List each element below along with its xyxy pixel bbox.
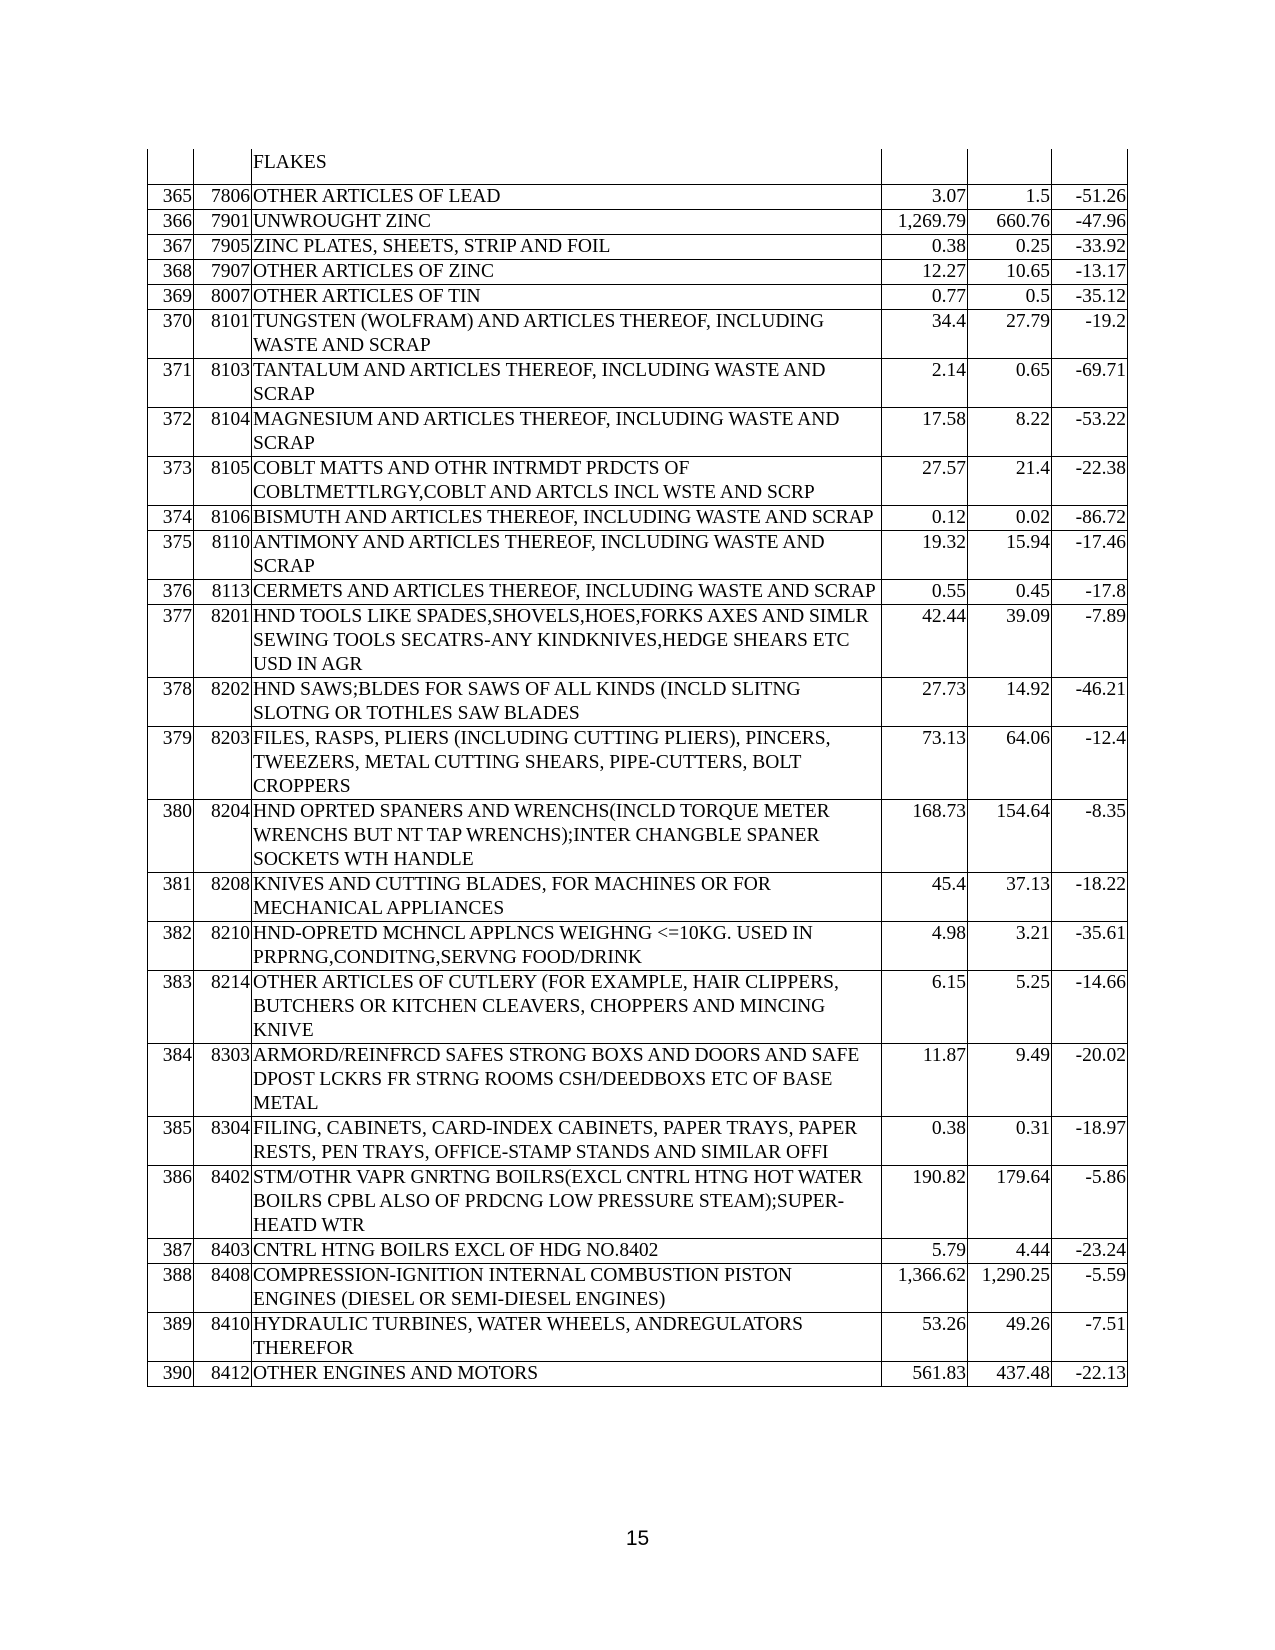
hs-code-cell: 8202: [194, 677, 252, 726]
value-1-cell: 6.15: [882, 970, 968, 1043]
description-cell: OTHER ARTICLES OF TIN: [252, 284, 882, 309]
value-1-cell: 0.12: [882, 505, 968, 530]
value-1-cell: 0.38: [882, 234, 968, 259]
table-row: [148, 184, 1128, 209]
hs-code-cell: 8304: [194, 1116, 252, 1165]
value-2-cell: 10.65: [968, 259, 1052, 284]
value-2-cell: 5.25: [968, 970, 1052, 1043]
table-row: [148, 1238, 1128, 1263]
value-2-cell: 660.76: [968, 209, 1052, 234]
value-2-cell: 1.5: [968, 184, 1052, 209]
serial-number-cell: [148, 149, 194, 184]
serial-number-cell: 366: [148, 209, 194, 234]
description-cell: HND SAWS;BLDES FOR SAWS OF ALL KINDS (INCLD SLITNG SLOTNG OR TOTHLES SAW BLADES: [252, 677, 882, 726]
table-row: [148, 970, 1128, 1043]
table-row: [148, 1263, 1128, 1312]
table-row: [148, 1165, 1128, 1238]
hs-code-cell: 8403: [194, 1238, 252, 1263]
serial-number-cell: 376: [148, 579, 194, 604]
description-cell: OTHER ARTICLES OF LEAD: [252, 184, 882, 209]
serial-number-cell: 379: [148, 726, 194, 799]
value-2-cell: 15.94: [968, 530, 1052, 579]
percent-change-cell: -18.22: [1052, 872, 1128, 921]
percent-change-cell: -46.21: [1052, 677, 1128, 726]
value-2-cell: 3.21: [968, 921, 1052, 970]
hs-code-cell: 7905: [194, 234, 252, 259]
value-2-cell: 4.44: [968, 1238, 1052, 1263]
table-body: [148, 149, 1128, 1386]
value-2-cell: 39.09: [968, 604, 1052, 677]
percent-change-cell: -23.24: [1052, 1238, 1128, 1263]
hs-code-cell: 7907: [194, 259, 252, 284]
table-row: [148, 921, 1128, 970]
serial-number-cell: 367: [148, 234, 194, 259]
percent-change-cell: -19.2: [1052, 309, 1128, 358]
value-1-cell: 4.98: [882, 921, 968, 970]
table-row: [148, 1361, 1128, 1386]
hs-code-cell: 8204: [194, 799, 252, 872]
value-2-cell: 27.79: [968, 309, 1052, 358]
serial-number-cell: 368: [148, 259, 194, 284]
description-cell: OTHER ARTICLES OF CUTLERY (FOR EXAMPLE, HAIR CLIPPERS, BUTCHERS OR KITCHEN CLEAVERS, CHOPPERS AND MINCING KNIVE: [252, 970, 882, 1043]
value-2-cell: 0.02: [968, 505, 1052, 530]
percent-change-cell: -7.89: [1052, 604, 1128, 677]
description-cell: BISMUTH AND ARTICLES THEREOF, INCLUDING WASTE AND SCRAP: [252, 505, 882, 530]
table-row: [148, 259, 1128, 284]
serial-number-cell: 370: [148, 309, 194, 358]
serial-number-cell: 377: [148, 604, 194, 677]
description-cell: ANTIMONY AND ARTICLES THEREOF, INCLUDING WASTE AND SCRAP: [252, 530, 882, 579]
table-row: [148, 872, 1128, 921]
serial-number-cell: 388: [148, 1263, 194, 1312]
hs-code-cell: 8410: [194, 1312, 252, 1361]
serial-number-cell: 369: [148, 284, 194, 309]
value-2-cell: 0.45: [968, 579, 1052, 604]
description-cell: COBLT MATTS AND OTHR INTRMDT PRDCTS OF COBLTMETTLRGY,COBLT AND ARTCLS INCL WSTE AND SCRP: [252, 456, 882, 505]
value-2-cell: 8.22: [968, 407, 1052, 456]
table-row: [148, 309, 1128, 358]
table-row-continuation: [148, 149, 1128, 184]
percent-change-cell: -53.22: [1052, 407, 1128, 456]
percent-change-cell: -47.96: [1052, 209, 1128, 234]
description-cell: CNTRL HTNG BOILRS EXCL OF HDG NO.8402: [252, 1238, 882, 1263]
value-2-cell: 64.06: [968, 726, 1052, 799]
description-cell: COMPRESSION-IGNITION INTERNAL COMBUSTION PISTON ENGINES (DIESEL OR SEMI-DIESEL ENGINES): [252, 1263, 882, 1312]
percent-change-cell: -69.71: [1052, 358, 1128, 407]
hs-code-cell: 8201: [194, 604, 252, 677]
description-cell: KNIVES AND CUTTING BLADES, FOR MACHINES OR FOR MECHANICAL APPLIANCES: [252, 872, 882, 921]
serial-number-cell: 374: [148, 505, 194, 530]
percent-change-cell: -8.35: [1052, 799, 1128, 872]
description-cell: STM/OTHR VAPR GNRTNG BOILRS(EXCL CNTRL HTNG HOT WATER BOILRS CPBL ALSO OF PRDCNG LOW PRESSURE STEAM);SUPER-HEATD WTR: [252, 1165, 882, 1238]
serial-number-cell: 384: [148, 1043, 194, 1116]
description-cell: MAGNESIUM AND ARTICLES THEREOF, INCLUDING WASTE AND SCRAP: [252, 407, 882, 456]
table-row: [148, 579, 1128, 604]
description-cell: TANTALUM AND ARTICLES THEREOF, INCLUDING WASTE AND SCRAP: [252, 358, 882, 407]
table-row: [148, 505, 1128, 530]
percent-change-cell: -35.61: [1052, 921, 1128, 970]
value-1-cell: 0.77: [882, 284, 968, 309]
hs-code-cell: 8113: [194, 579, 252, 604]
serial-number-cell: 385: [148, 1116, 194, 1165]
hs-code-cell: 8203: [194, 726, 252, 799]
value-1-cell: 27.73: [882, 677, 968, 726]
value-2-cell: 154.64: [968, 799, 1052, 872]
percent-change-cell: [1052, 149, 1128, 184]
table-row: [148, 1043, 1128, 1116]
value-1-cell: 2.14: [882, 358, 968, 407]
table-row: [148, 799, 1128, 872]
value-1-cell: 34.4: [882, 309, 968, 358]
serial-number-cell: 373: [148, 456, 194, 505]
table-row: [148, 726, 1128, 799]
percent-change-cell: -18.97: [1052, 1116, 1128, 1165]
hs-code-cell: 8106: [194, 505, 252, 530]
percent-change-cell: -7.51: [1052, 1312, 1128, 1361]
percent-change-cell: -12.4: [1052, 726, 1128, 799]
value-1-cell: 0.38: [882, 1116, 968, 1165]
hs-code-cell: 8402: [194, 1165, 252, 1238]
description-cell: TUNGSTEN (WOLFRAM) AND ARTICLES THEREOF, INCLUDING WASTE AND SCRAP: [252, 309, 882, 358]
table-row: [148, 677, 1128, 726]
value-1-cell: 0.55: [882, 579, 968, 604]
serial-number-cell: 387: [148, 1238, 194, 1263]
description-cell: HND-OPRETD MCHNCL APPLNCS WEIGHNG <=10KG. USED IN PRPRNG,CONDITNG,SERVNG FOOD/DRINK: [252, 921, 882, 970]
value-2-cell: 21.4: [968, 456, 1052, 505]
description-cell: UNWROUGHT ZINC: [252, 209, 882, 234]
description-cell: FILES, RASPS, PLIERS (INCLUDING CUTTING PLIERS), PINCERS, TWEEZERS, METAL CUTTING SHEARS, PIPE-CUTTERS, BOLT CROPPERS: [252, 726, 882, 799]
value-2-cell: 179.64: [968, 1165, 1052, 1238]
value-1-cell: 12.27: [882, 259, 968, 284]
value-2-cell: 37.13: [968, 872, 1052, 921]
value-2-cell: 49.26: [968, 1312, 1052, 1361]
percent-change-cell: -13.17: [1052, 259, 1128, 284]
value-1-cell: 19.32: [882, 530, 968, 579]
percent-change-cell: -17.8: [1052, 579, 1128, 604]
value-2-cell: 14.92: [968, 677, 1052, 726]
import-data-table: [147, 149, 1128, 1387]
serial-number-cell: 390: [148, 1361, 194, 1386]
serial-number-cell: 383: [148, 970, 194, 1043]
serial-number-cell: 371: [148, 358, 194, 407]
serial-number-cell: 378: [148, 677, 194, 726]
description-cell: HYDRAULIC TURBINES, WATER WHEELS, ANDREGULATORS THEREFOR: [252, 1312, 882, 1361]
value-2-cell: 0.65: [968, 358, 1052, 407]
serial-number-cell: 381: [148, 872, 194, 921]
value-2-cell: [968, 149, 1052, 184]
value-2-cell: 9.49: [968, 1043, 1052, 1116]
serial-number-cell: 386: [148, 1165, 194, 1238]
serial-number-cell: 380: [148, 799, 194, 872]
hs-code-cell: 8105: [194, 456, 252, 505]
hs-code-cell: 7806: [194, 184, 252, 209]
description-cell: ARMORD/REINFRCD SAFES STRONG BOXS AND DOORS AND SAFE DPOST LCKRS FR STRNG ROOMS CSH/DEEDBOXS ETC OF BASE METAL: [252, 1043, 882, 1116]
value-1-cell: 190.82: [882, 1165, 968, 1238]
value-1-cell: 1,366.62: [882, 1263, 968, 1312]
value-1-cell: 45.4: [882, 872, 968, 921]
value-2-cell: 0.31: [968, 1116, 1052, 1165]
serial-number-cell: 389: [148, 1312, 194, 1361]
hs-code-cell: 8214: [194, 970, 252, 1043]
description-cell: FLAKES: [252, 149, 882, 184]
description-cell: OTHER ENGINES AND MOTORS: [252, 1361, 882, 1386]
percent-change-cell: -5.86: [1052, 1165, 1128, 1238]
value-1-cell: 11.87: [882, 1043, 968, 1116]
value-1-cell: 42.44: [882, 604, 968, 677]
percent-change-cell: -33.92: [1052, 234, 1128, 259]
page-number: 15: [625, 1527, 650, 1550]
hs-code-cell: 8104: [194, 407, 252, 456]
table-row: [148, 1312, 1128, 1361]
hs-code-cell: 8103: [194, 358, 252, 407]
table-row: [148, 456, 1128, 505]
table-row: [148, 358, 1128, 407]
table-row: [148, 209, 1128, 234]
hs-code-cell: 8303: [194, 1043, 252, 1116]
table-row: [148, 1116, 1128, 1165]
serial-number-cell: 375: [148, 530, 194, 579]
hs-code-cell: 8408: [194, 1263, 252, 1312]
serial-number-cell: 365: [148, 184, 194, 209]
value-1-cell: 53.26: [882, 1312, 968, 1361]
percent-change-cell: -14.66: [1052, 970, 1128, 1043]
hs-code-cell: 8210: [194, 921, 252, 970]
percent-change-cell: -5.59: [1052, 1263, 1128, 1312]
value-1-cell: 17.58: [882, 407, 968, 456]
hs-code-cell: 8101: [194, 309, 252, 358]
hs-code-cell: 7901: [194, 209, 252, 234]
percent-change-cell: -22.38: [1052, 456, 1128, 505]
description-cell: HND OPRTED SPANERS AND WRENCHS(INCLD TORQUE METER WRENCHS BUT NT TAP WRENCHS);INTER CHANGBLE SPANER SOCKETS WTH HANDLE: [252, 799, 882, 872]
hs-code-cell: [194, 149, 252, 184]
description-cell: CERMETS AND ARTICLES THEREOF, INCLUDING WASTE AND SCRAP: [252, 579, 882, 604]
value-1-cell: 5.79: [882, 1238, 968, 1263]
percent-change-cell: -20.02: [1052, 1043, 1128, 1116]
table-row: [148, 284, 1128, 309]
value-1-cell: 168.73: [882, 799, 968, 872]
table-row: [148, 530, 1128, 579]
table-row: [148, 604, 1128, 677]
description-cell: HND TOOLS LIKE SPADES,SHOVELS,HOES,FORKS AXES AND SIMLR SEWING TOOLS SECATRS-ANY KINDKNIVES,HEDGE SHEARS ETC USD IN AGR: [252, 604, 882, 677]
description-cell: FILING, CABINETS, CARD-INDEX CABINETS, PAPER TRAYS, PAPER RESTS, PEN TRAYS, OFFICE-STAMP STANDS AND SIMILAR OFFI: [252, 1116, 882, 1165]
hs-code-cell: 8412: [194, 1361, 252, 1386]
value-1-cell: 3.07: [882, 184, 968, 209]
description-cell: ZINC PLATES, SHEETS, STRIP AND FOIL: [252, 234, 882, 259]
value-1-cell: 73.13: [882, 726, 968, 799]
table-row: [148, 407, 1128, 456]
serial-number-cell: 382: [148, 921, 194, 970]
value-1-cell: [882, 149, 968, 184]
percent-change-cell: -35.12: [1052, 284, 1128, 309]
percent-change-cell: -51.26: [1052, 184, 1128, 209]
percent-change-cell: -22.13: [1052, 1361, 1128, 1386]
value-1-cell: 1,269.79: [882, 209, 968, 234]
value-2-cell: 437.48: [968, 1361, 1052, 1386]
value-2-cell: 0.25: [968, 234, 1052, 259]
hs-code-cell: 8007: [194, 284, 252, 309]
table-row: [148, 234, 1128, 259]
serial-number-cell: 372: [148, 407, 194, 456]
percent-change-cell: -86.72: [1052, 505, 1128, 530]
percent-change-cell: -17.46: [1052, 530, 1128, 579]
value-2-cell: 0.5: [968, 284, 1052, 309]
hs-code-cell: 8208: [194, 872, 252, 921]
value-2-cell: 1,290.25: [968, 1263, 1052, 1312]
hs-code-cell: 8110: [194, 530, 252, 579]
description-cell: OTHER ARTICLES OF ZINC: [252, 259, 882, 284]
value-1-cell: 561.83: [882, 1361, 968, 1386]
value-1-cell: 27.57: [882, 456, 968, 505]
